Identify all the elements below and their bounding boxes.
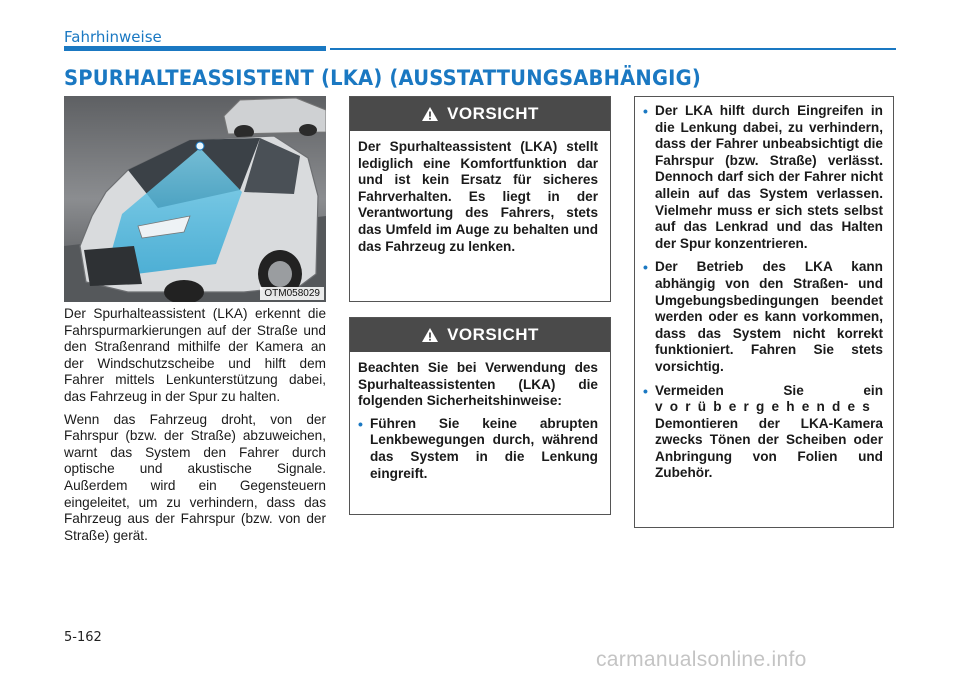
caution-heading: VORSICHT [447,104,539,123]
caution-heading: VORSICHT [447,325,539,344]
paragraph: Wenn das Fahrzeug droht, von der Fahrspur (bzw. der Straße) abzuweichen, warnt das System den Fahrer durch optische und akustische Signale. Außerdem wird ein Gegensteuern eingeleitet, um zu verhindern, dass das Fahrzeug aus der Fahrspur (bzw. von der Straße) gerät. [64,411,326,543]
list-item [643,259,883,375]
caution-body [350,352,610,490]
caution-box [349,317,611,515]
bullet-text: Der LKA hilft durch Eingreifen in die Lenkung dabei, zu verhindern, dass der Fahrer unbeabsichtigt die Fahrspur (bzw. Straße) verlässt. Dennoch darf sich der Fahrer nicht allein auf das System verlassen. Vielmehr muss er sich stets selbst auf das Lenkrad und das Halten der Spur konzentrieren. [655,103,883,251]
caution-header [350,318,610,352]
header-rule-thin [330,48,896,50]
bullet-text [655,383,883,483]
bullet-text-line: vorübergehendes [655,399,878,415]
list-item [643,383,883,483]
page-title: SPURHALTEASSISTENT (LKA) (AUSSTATTUNGSABHÄNGIG) [64,66,701,90]
paragraph: Der Spurhalteassistent (LKA) erkennt die Fahrspurmarkierungen auf der Straße und den Straßenrand mithilfe der Kamera an der Windschutzscheibe und hilft dem Fahrer mittels Lenkunterstützung dabei, das Fahrzeug in der Spur zu halten. [64,306,326,404]
caution-body [350,131,610,263]
warning-icon [421,327,439,343]
bullet-text-rest: Demontieren der LKA-Kamera zwecks Tönen der Scheiben oder Anbringung von Folien und Zubehör. [655,415,883,481]
bullet-text: Der Betrieb des LKA kann abhängig von den Straßen- und Umgebungsbedingungen beendet werden oder es kann vorkommen, dass das System nicht korrekt funktioniert. Fahren Sie stets vorsichtig. [655,259,883,374]
header-rule-thick [64,46,326,51]
bullet-text: Führen Sie keine abrupten Lenkbewegungen durch, während das System in die Lenkung eingreift. [370,415,598,481]
bullet-dot: • [643,259,648,276]
car-illustration [64,96,326,302]
figure-code: OTM058029 [260,287,324,300]
caution-text: Der Spurhalteassistent (LKA) stellt lediglich eine Komfortfunktion dar und ist kein Ersatz für sicheres Fahrverhalten. Es liegt in der Verantwortung des Fahrers, stets das Umfeld im Auge zu behalten und das Fahrzeug zu lenken. [358,139,598,254]
caution-box [349,96,611,302]
bullet-text-line: Vermeiden Sie ein [655,382,883,398]
lka-camera-illustration [64,96,326,302]
list-item [643,103,883,252]
body-text [64,306,326,550]
warning-icon [421,106,439,122]
watermark: carmanualsonline.info [596,648,807,671]
bullet-dot: • [643,103,648,119]
page-number: 5-162 [64,630,102,645]
list-item [358,416,598,482]
bullet-dot: • [358,415,363,432]
caution-header [350,97,610,131]
notes-box [634,96,894,528]
bullet-dot: • [643,382,648,399]
section-header: Fahrhinweise [64,28,162,46]
caution-intro: Beachten Sie bei Verwendung des Spurhalteassistenten (LKA) die folgenden Sicherheitshinweise: [358,360,598,409]
